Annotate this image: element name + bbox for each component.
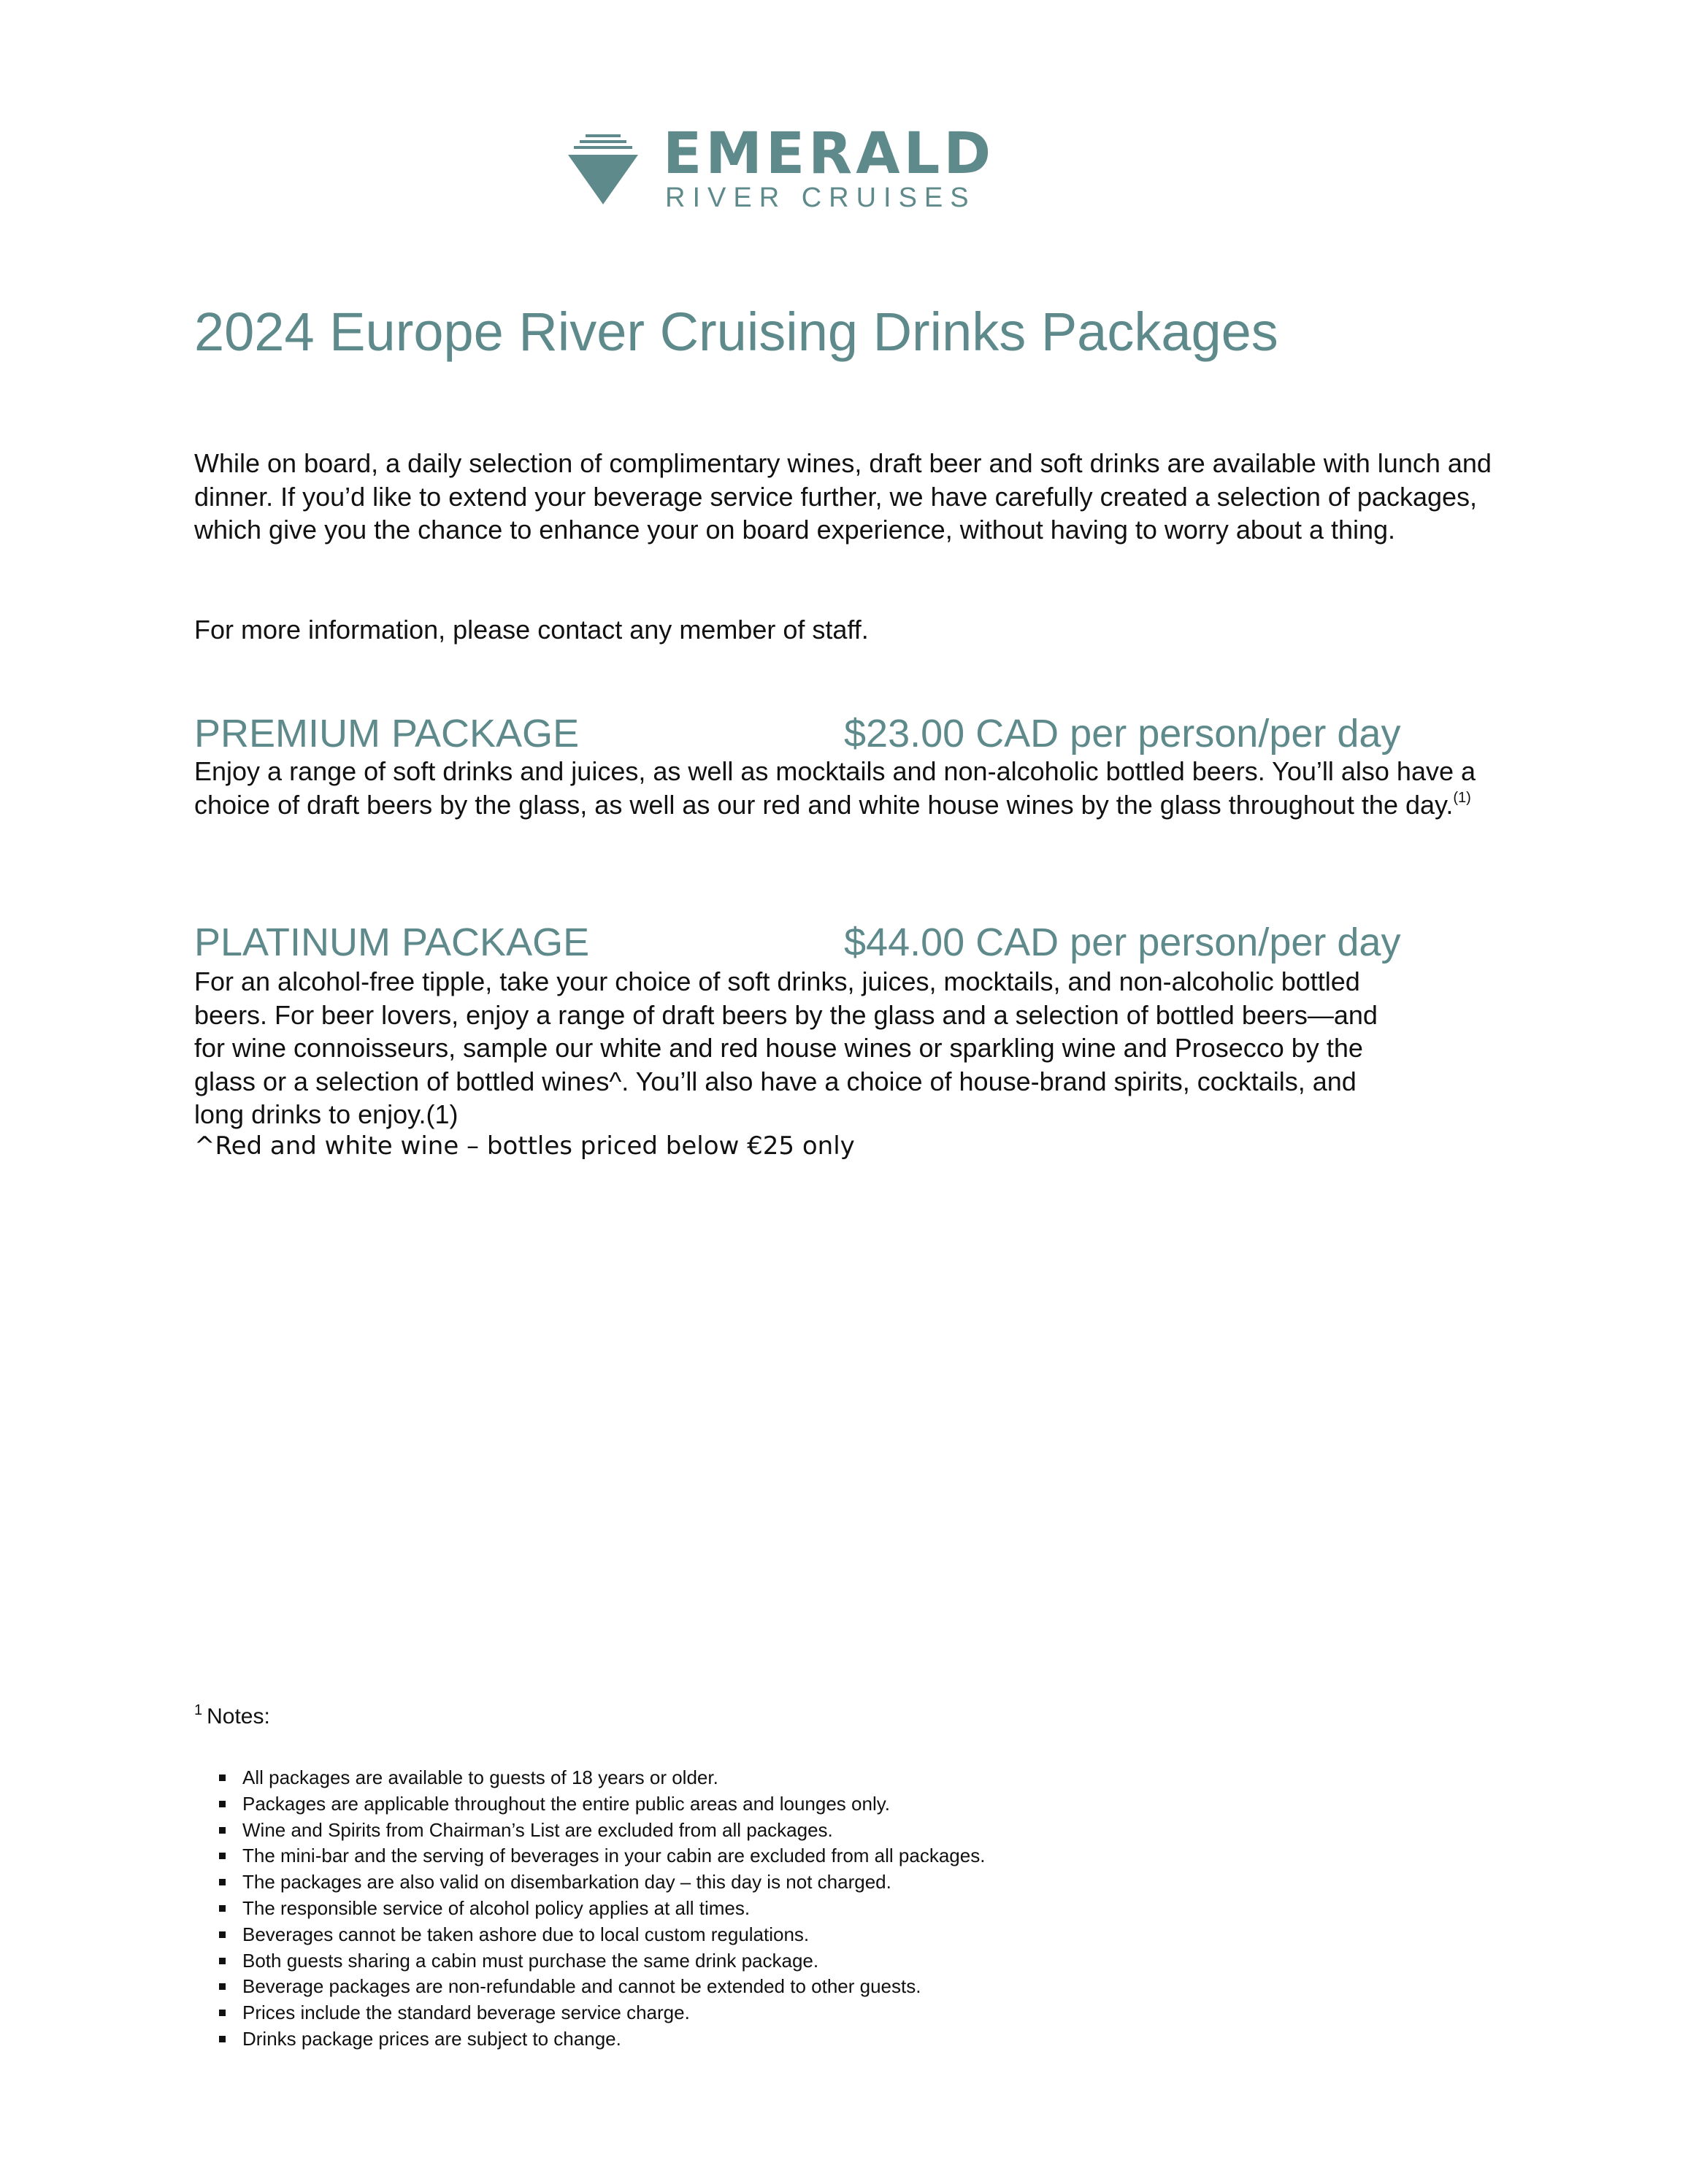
page-title: 2024 Europe River Cruising Drinks Packages [194, 301, 1278, 362]
notes-heading-text: Notes: [207, 1704, 270, 1729]
platinum-package-price: $44.00 CAD per person/per day [844, 920, 1401, 964]
list-item: All packages are available to guests of 18 years or older. [219, 1765, 985, 1791]
list-item: Drinks package prices are subject to change. [219, 2026, 985, 2053]
premium-package-price: $23.00 CAD per person/per day [844, 712, 1401, 755]
intro-paragraph: While on board, a daily selection of complimentary wines, draft beer and soft drinks are available with lunch and dinner. If you’d like to extend your beverage service further, we have carefully created a selection of packages, which give you the chance to enhance your on board experience, without having to worry about a thing. [194, 448, 1492, 545]
list-item: The packages are also valid on disembarkation day – this day is not charged. [219, 1869, 985, 1896]
list-item: Both guests sharing a cabin must purchase the same drink package. [219, 1948, 985, 1975]
premium-description-text: Enjoy a range of soft drinks and juices, as well as mocktails and non-alcoholic bottled beers. You’ll also have a choice of draft beers by the glass, as well as our red and white house wines by the glass throughout the day. [194, 756, 1476, 820]
platinum-package-description: For an alcohol-free tipple, take your choice of soft drinks, juices, mocktails, and non-alcoholic bottled beers. For beer lovers, enjoy a range of draft beers by the glass and a selection of bottled beers—and for wine connoisseurs, sample our white and red house wines or sparkling wine and Prosecco by the glass or a selection of bottled wines^. You’ll also have a choice of house-brand spirits, cocktails, and long drinks to enjoy.(1) [194, 966, 1378, 1129]
premium-package-name: PREMIUM PACKAGE [194, 712, 580, 755]
notes-heading [194, 1704, 270, 1730]
wine-note: ^Red and white wine – bottles priced below €25 only [194, 1131, 855, 1161]
notes-list [219, 1765, 985, 2053]
list-item: Beverages cannot be taken ashore due to local custom regulations. [219, 1922, 985, 1948]
contact-paragraph: For more information, please contact any member of staff. [194, 615, 869, 645]
list-item: Wine and Spirits from Chairman’s List are excluded from all packages. [219, 1818, 985, 1844]
boat-triangle-icon [568, 131, 638, 204]
list-item: Prices include the standard beverage service charge. [219, 2000, 985, 2026]
list-item: The responsible service of alcohol policy applies at all times. [219, 1896, 985, 1922]
logo [568, 121, 995, 213]
list-item: Packages are applicable throughout the entire public areas and lounges only. [219, 1791, 985, 1818]
notes-marker: 1 [194, 1702, 203, 1718]
platinum-package-name: PLATINUM PACKAGE [194, 920, 590, 964]
list-item: The mini-bar and the serving of beverages in your cabin are excluded from all packages. [219, 1843, 985, 1869]
logo-brand: EMERALD [663, 121, 995, 187]
footnote-marker: (1) [1453, 789, 1471, 806]
logo-tagline: RIVER CRUISES [665, 182, 976, 213]
premium-package-description [194, 755, 1494, 821]
list-item: Beverage packages are non-refundable and cannot be extended to other guests. [219, 1974, 985, 2000]
